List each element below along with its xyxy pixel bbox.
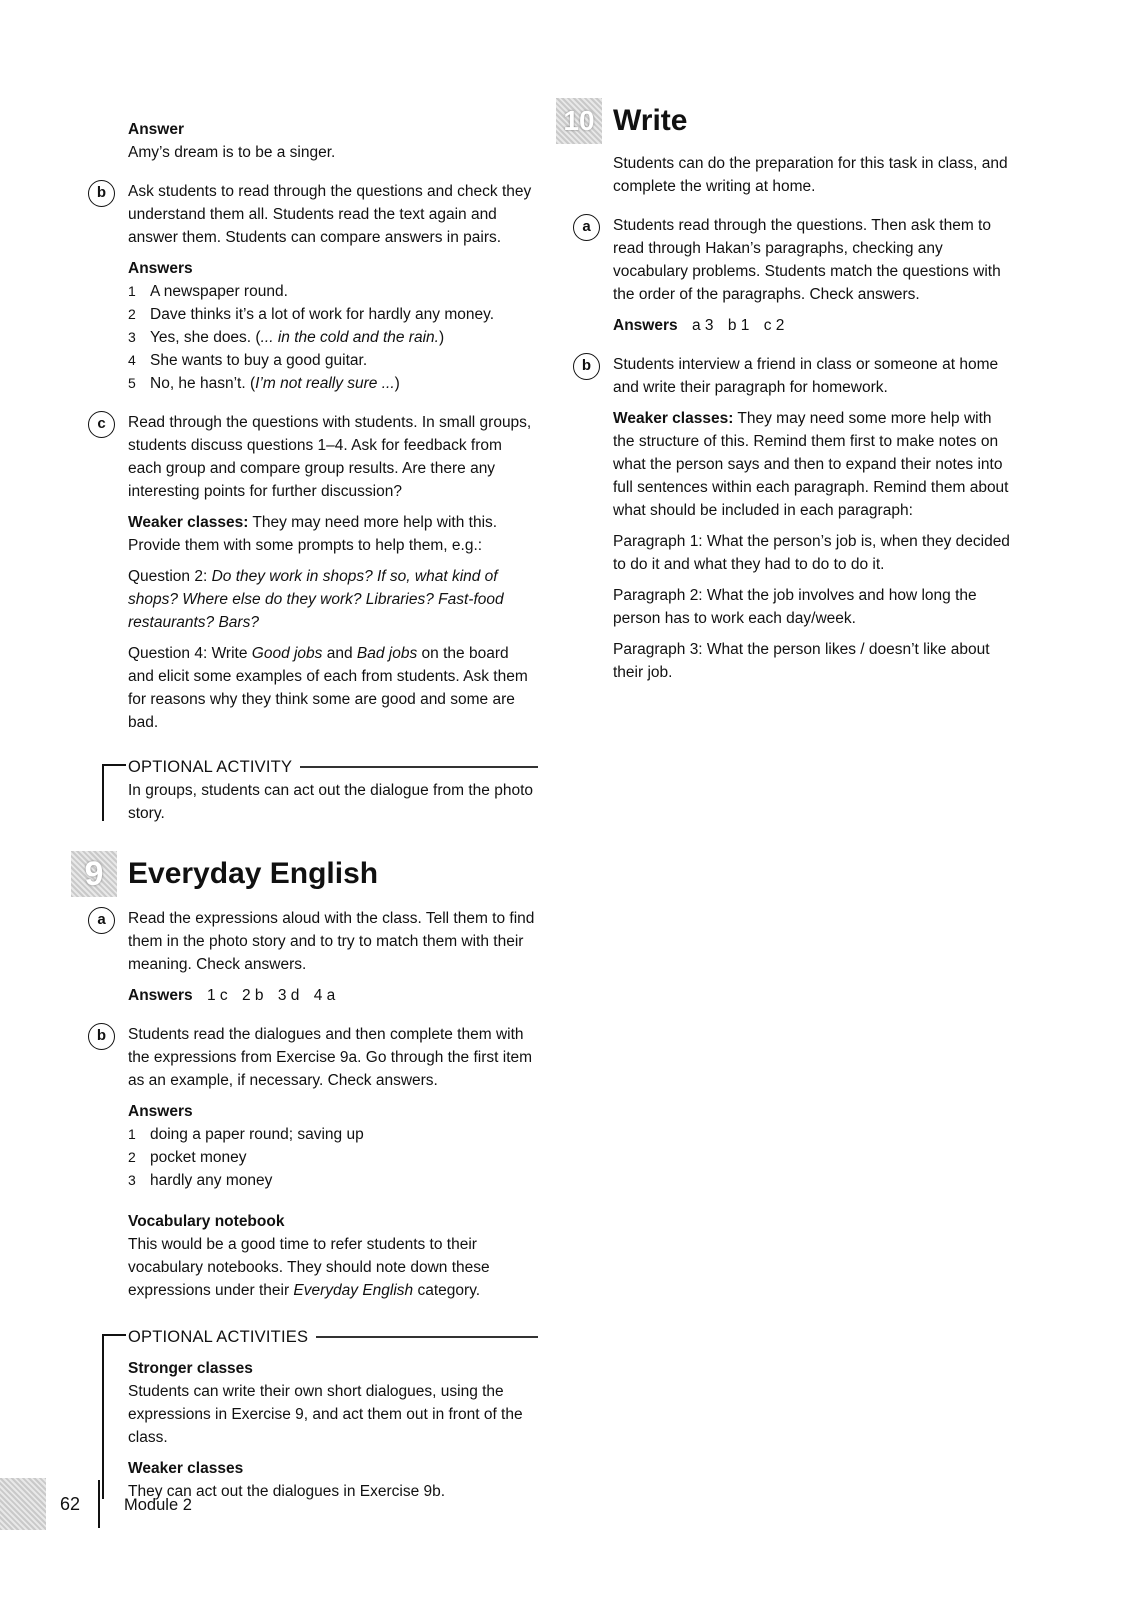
exercise-letter-b: b (88, 1023, 115, 1050)
exercise-letter-a: a (88, 907, 115, 934)
paragraph-3-note: Paragraph 3: What the person likes / doesn’t like about their job. (613, 641, 990, 681)
vocabulary-notebook-text: This would be a good time to refer students to their vocabulary notebooks. They should note down these expressions under their Everyday English category. (128, 1236, 490, 1299)
box-bracket (102, 764, 104, 821)
left-column (84, 118, 538, 1515)
section-9-header (84, 851, 538, 897)
footer-divider (98, 1480, 100, 1528)
exercise-letter-b: b (573, 353, 600, 380)
exercise-letter-b: b (88, 180, 115, 207)
exercise-b (96, 180, 538, 395)
section-10-header (563, 98, 1013, 144)
weaker-classes-note: Weaker classes: They may need some more help with the structure of this. Remind them first to make notes on what the person says and then to expand their notes into full sentences within each paragraph. Remind them about what should be included in each paragraph: (613, 410, 1009, 519)
section-title: Everyday English (128, 857, 379, 890)
exercise-c (97, 411, 538, 734)
optional-activity-title: OPTIONAL ACTIVITY (128, 756, 538, 779)
section-number: 9 (71, 851, 117, 897)
box-bracket (102, 1334, 104, 1499)
answers-inline: Answers a 3 b 1 c 2 (613, 317, 785, 334)
optional-activity-box (128, 756, 538, 825)
exercise-c-text: Read through the questions with students. In small groups, students discuss questions 1–4. Ask for feedback from each group and compare group results. Are there any interesting points for further discussion? (128, 414, 532, 500)
weaker-classes-heading: Weaker classes (128, 1460, 244, 1477)
optional-activities-title: OPTIONAL ACTIVITIES (128, 1326, 538, 1349)
list-item: 5 No, he hasn’t. (I’m not really sure ...) (128, 375, 400, 392)
page-number: 62 (60, 1494, 81, 1514)
stronger-classes-text: Students can write their own short dialogues, using the expressions in Exercise 9, and act them out in front of the class. (128, 1383, 523, 1446)
answers-list (128, 280, 538, 395)
list-item: 1 doing a paper round; saving up (128, 1126, 364, 1143)
exercise-10b-text: Students interview a friend in class or someone at home and write their paragraph for homework. (613, 356, 999, 396)
section-number: 10 (556, 98, 602, 144)
answers-heading: Answers (128, 1103, 193, 1120)
section-10-intro: Students can do the preparation for this task in class, and complete the writing at home. (613, 155, 1008, 195)
optional-activity-text: In groups, students can act out the dialogue from the photo story. (128, 782, 533, 822)
answer-heading: Answer (128, 121, 184, 138)
list-item: 4 She wants to buy a good guitar. (128, 352, 368, 369)
exercise-10a (582, 214, 1013, 337)
exercise-10a-text: Students read through the questions. Then ask them to read through Hakan’s paragraphs, checking any vocabulary problems. Students match the questions with the order of the paragraphs. Check answers. (613, 217, 1001, 303)
exercise-b-text: Ask students to read through the questions and check they understand them all. Students read the text again and answer them. Students can compare answers in pairs. (128, 183, 532, 246)
question-4-prompt: Question 4: Write Good jobs and Bad jobs on the board and elicit some examples of each from students. Ask them for reasons why they think some are good and some are bad. (128, 645, 528, 731)
list-item: 3 hardly any money (128, 1172, 273, 1189)
list-item: 1 A newspaper round. (128, 283, 288, 300)
section-title: Write (613, 104, 688, 137)
exercise-letter-a: a (573, 214, 600, 241)
exercise-9a-text: Read the expressions aloud with the class. Tell them to find them in the photo story and to try to match them with their meaning. Check answers. (128, 910, 535, 973)
exercise-9a (97, 907, 538, 1007)
box-bracket-top (102, 1334, 126, 1336)
list-item: 2 Dave thinks it’s a lot of work for hardly any money. (128, 306, 495, 323)
paragraph-2-note: Paragraph 2: What the job involves and how long the person has to work each day/week. (613, 587, 977, 627)
question-2-prompt: Question 2: Do they work in shops? If so, what kind of shops? Where else do they work? Libraries? Fast-food restaurants? Bars? (128, 568, 504, 631)
weaker-classes-text: They can act out the dialogues in Exercise 9b. (128, 1483, 446, 1500)
answers-inline: Answers 1 c 2 b 3 d 4 a (128, 987, 336, 1004)
list-item: 2 pocket money (128, 1149, 247, 1166)
module-label: Module 2 (124, 1496, 192, 1514)
footer-tab (0, 1478, 46, 1530)
stronger-classes-heading: Stronger classes (128, 1360, 253, 1377)
optional-activities-box (128, 1326, 538, 1503)
exercise-9b (96, 1023, 538, 1192)
right-column (563, 98, 1013, 692)
answers-list (128, 1123, 538, 1192)
box-bracket-top (102, 764, 126, 766)
paragraph-1-note: Paragraph 1: What the person’s job is, when they decided to do it and what they had to do to do it. (613, 533, 1010, 573)
exercise-9b-text: Students read the dialogues and then complete them with the expressions from Exercise 9a. Go through the first item as an example, if necessary. Check answers. (128, 1026, 533, 1089)
answers-heading: Answers (128, 260, 193, 277)
exercise-10b (581, 353, 1013, 684)
list-item: 3 Yes, she does. (... in the cold and the rain.) (128, 329, 445, 346)
weaker-classes-note: Weaker classes: They may need more help with this. Provide them with some prompts to help them, e.g.: (128, 514, 498, 554)
answer-text: Amy’s dream is to be a singer. (128, 144, 336, 161)
exercise-letter-c: c (88, 411, 115, 438)
vocabulary-notebook-heading: Vocabulary notebook (128, 1213, 285, 1230)
